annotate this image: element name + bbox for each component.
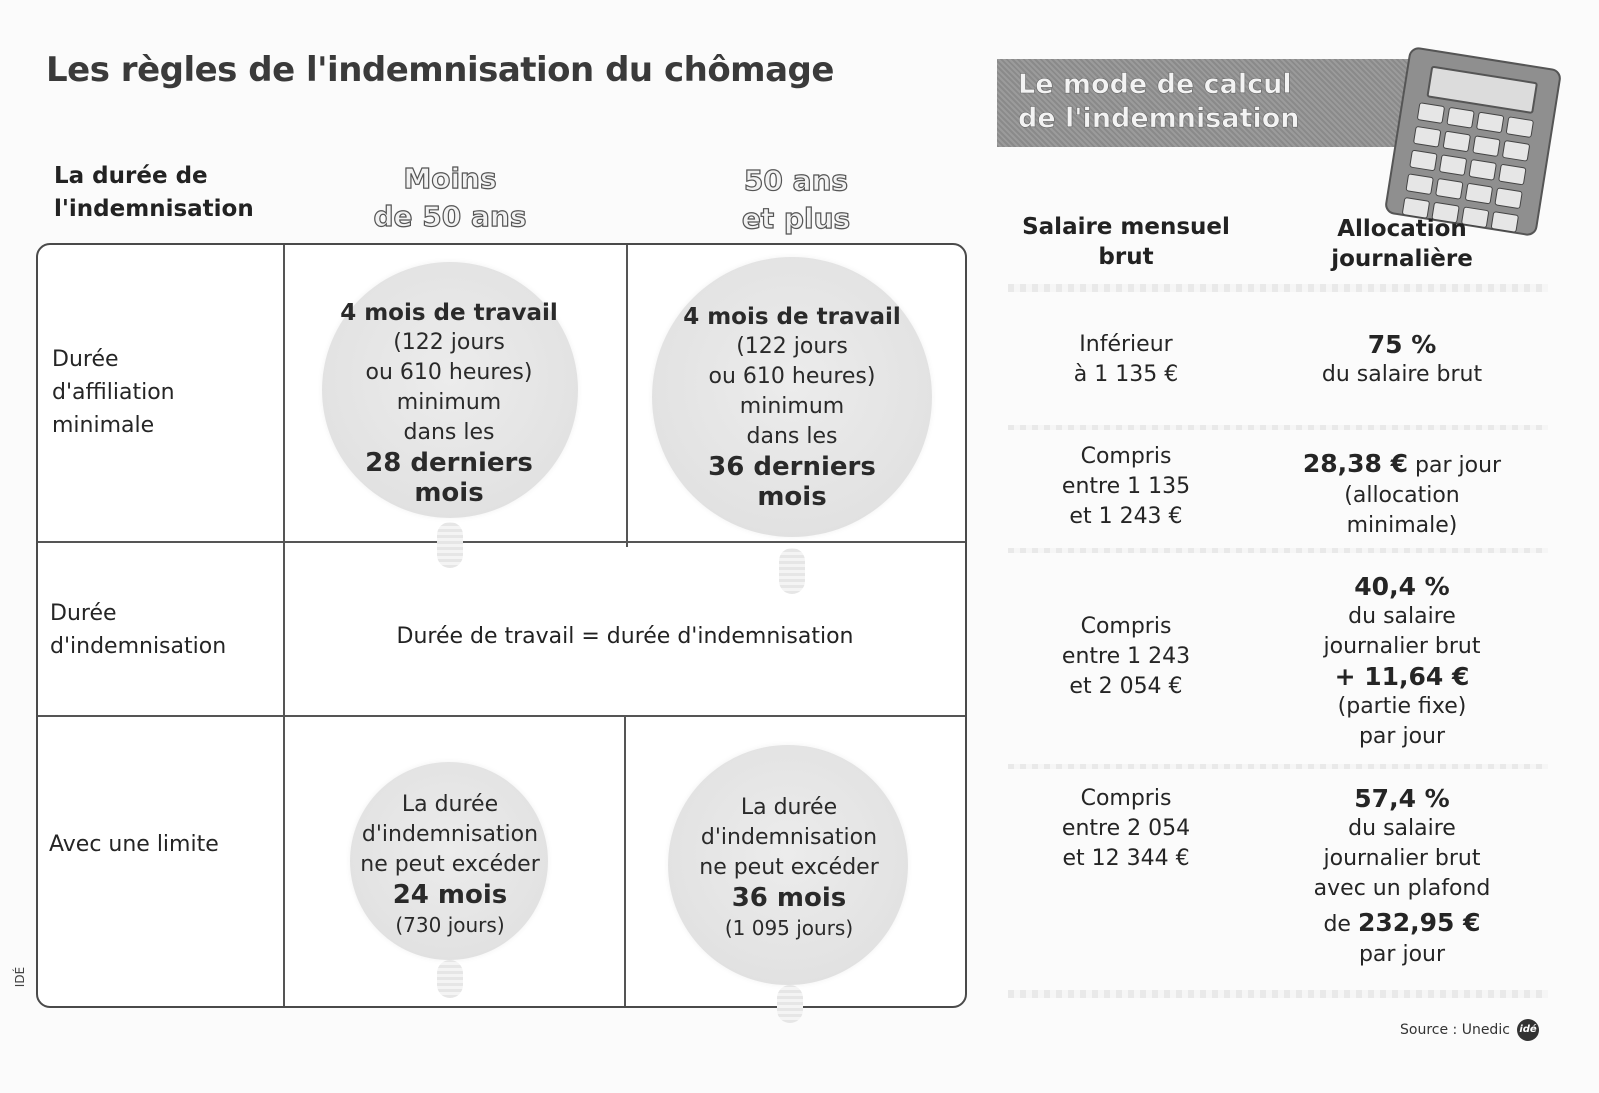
affiliation-under-50 <box>318 298 580 508</box>
salary-header <box>1016 212 1236 272</box>
allocation-bold: 232,95 € <box>1357 908 1481 937</box>
salary-cell <box>1016 612 1236 702</box>
table-header-title <box>54 160 254 226</box>
salary-line: entre 2 054 <box>1061 816 1191 841</box>
bubble-small: (730 jours) <box>395 913 505 937</box>
bubble-big: mois <box>414 478 484 508</box>
bubble-line: dans les <box>403 420 495 445</box>
bubble-small: (1 095 jours) <box>724 916 854 940</box>
row-label-line: Durée <box>52 347 119 372</box>
bubble-line: d'indemnisation <box>361 822 539 847</box>
header-title-line: La durée de <box>54 163 208 189</box>
allocation-line: journalier brut <box>1323 634 1481 659</box>
allocation-bold: 28,38 € <box>1302 449 1409 478</box>
bubble-big: mois <box>757 482 827 512</box>
bubble-line: (122 jours <box>393 330 505 355</box>
bubble-line: La durée <box>401 792 499 817</box>
table-divider <box>626 245 628 547</box>
column-header-over-50 <box>676 162 916 238</box>
allocation-cell <box>1292 330 1512 390</box>
page-title: Les règles de l'indemnisation du chômage <box>46 50 834 90</box>
salary-line: Inférieur <box>1079 332 1173 357</box>
speech-bubble-tail <box>437 960 463 998</box>
allocation-bold: 75 % <box>1367 330 1437 359</box>
salary-line: entre 1 135 <box>1061 474 1191 499</box>
table-divider <box>38 715 965 717</box>
affiliation-over-50 <box>660 302 924 512</box>
banner-title-line: Le mode de calcul <box>1018 69 1292 100</box>
allocation-line: (allocation <box>1344 483 1460 508</box>
table-divider <box>624 717 626 1006</box>
banner-title-line: de l'indemnisation <box>1018 103 1300 134</box>
row-label-line: d'affiliation <box>52 380 175 405</box>
header-line: journalière <box>1331 246 1473 272</box>
allocation-line: avec un plafond <box>1313 876 1491 901</box>
row-separator <box>1008 548 1548 553</box>
limit-under-50 <box>320 790 580 940</box>
header-title-line: l'indemnisation <box>54 196 254 222</box>
salary-line: et 12 344 € <box>1062 846 1190 871</box>
allocation-line: par jour <box>1408 453 1502 478</box>
header-line: Allocation <box>1337 216 1467 242</box>
row-separator <box>1008 425 1548 430</box>
bubble-line: dans les <box>746 424 838 449</box>
salary-line: entre 1 243 <box>1061 644 1191 669</box>
speech-bubble-tail <box>777 985 803 1023</box>
row-label-duration <box>50 597 226 663</box>
allocation-cell <box>1272 449 1532 541</box>
bubble-big: 28 derniers <box>365 448 533 478</box>
allocation-bold: 57,4 % <box>1354 784 1450 813</box>
bubble-line: d'indemnisation <box>700 825 878 850</box>
column-header-line: de 50 ans <box>373 200 527 233</box>
row-label-line: minimale <box>52 413 155 438</box>
limit-over-50 <box>660 793 918 943</box>
allocation-bold: + 11,64 € <box>1334 662 1470 691</box>
salary-line: Compris <box>1080 786 1172 811</box>
salary-line: et 1 243 € <box>1069 504 1183 529</box>
speech-bubble-tail <box>437 522 463 568</box>
allocation-line: par jour <box>1358 724 1446 749</box>
row-label-affiliation <box>52 343 175 442</box>
bubble-line: minimum <box>396 390 502 415</box>
bubble-line: La durée <box>740 795 838 820</box>
allocation-line: minimale) <box>1346 513 1458 538</box>
allocation-line: du salaire <box>1348 816 1456 841</box>
salary-line: et 2 054 € <box>1069 674 1183 699</box>
salary-cell <box>1016 784 1236 874</box>
column-header-line: Moins <box>403 162 497 195</box>
allocation-line: du salaire brut <box>1321 362 1483 387</box>
bubble-line: minimum <box>739 394 845 419</box>
salary-line: Compris <box>1080 614 1172 639</box>
row-label-limit: Avec une limite <box>49 832 219 857</box>
bubble-line: ou 610 heures) <box>708 364 876 389</box>
bubble-line: (122 jours <box>736 334 848 359</box>
allocation-ceiling-line <box>1282 908 1522 940</box>
duration-rule-text: Durée de travail = durée d'indemnisation <box>396 624 854 649</box>
bubble-big: 24 mois <box>392 880 508 910</box>
speech-bubble-tail <box>779 548 805 594</box>
row-label-line: Durée <box>50 601 117 626</box>
banner-title <box>1018 68 1300 136</box>
bubble-head: 4 mois de travail <box>683 304 901 330</box>
bubble-line: ne peut excéder <box>360 852 540 877</box>
allocation-first-line <box>1272 449 1532 481</box>
header-line: Salaire mensuel <box>1022 214 1230 240</box>
allocation-header <box>1292 214 1512 274</box>
calculator-icon <box>1384 46 1563 237</box>
row-separator <box>1008 284 1548 292</box>
salary-cell <box>1016 442 1236 532</box>
source-credit: Source : Unedic <box>1400 1022 1510 1038</box>
allocation-line: de <box>1323 912 1358 937</box>
column-header-line: et plus <box>741 202 851 235</box>
bubble-big: 36 mois <box>731 883 847 913</box>
row-label-line: d'indemnisation <box>50 634 227 659</box>
allocation-line: journalier brut <box>1323 846 1481 871</box>
side-mark: IDÉ <box>13 966 28 988</box>
salary-line: Compris <box>1080 444 1172 469</box>
bubble-line: ne peut excéder <box>699 855 879 880</box>
table-divider <box>38 541 965 543</box>
publisher-logo: idé <box>1517 1019 1539 1041</box>
column-header-under-50 <box>330 160 570 236</box>
allocation-bold: 40,4 % <box>1354 572 1450 601</box>
allocation-line: par jour <box>1358 942 1446 967</box>
row-separator <box>1008 990 1548 998</box>
column-header-line: 50 ans <box>743 164 849 197</box>
allocation-line: du salaire <box>1348 604 1456 629</box>
salary-line: à 1 135 € <box>1073 362 1179 387</box>
bubble-head: 4 mois de travail <box>340 300 558 326</box>
salary-cell <box>1016 330 1236 390</box>
header-line: brut <box>1098 244 1154 270</box>
bubble-big: 36 derniers <box>708 452 876 482</box>
row-separator <box>1008 764 1548 769</box>
allocation-cell <box>1282 784 1522 970</box>
allocation-cell <box>1292 572 1512 752</box>
allocation-line: (partie fixe) <box>1337 694 1467 719</box>
bubble-line: ou 610 heures) <box>365 360 533 385</box>
